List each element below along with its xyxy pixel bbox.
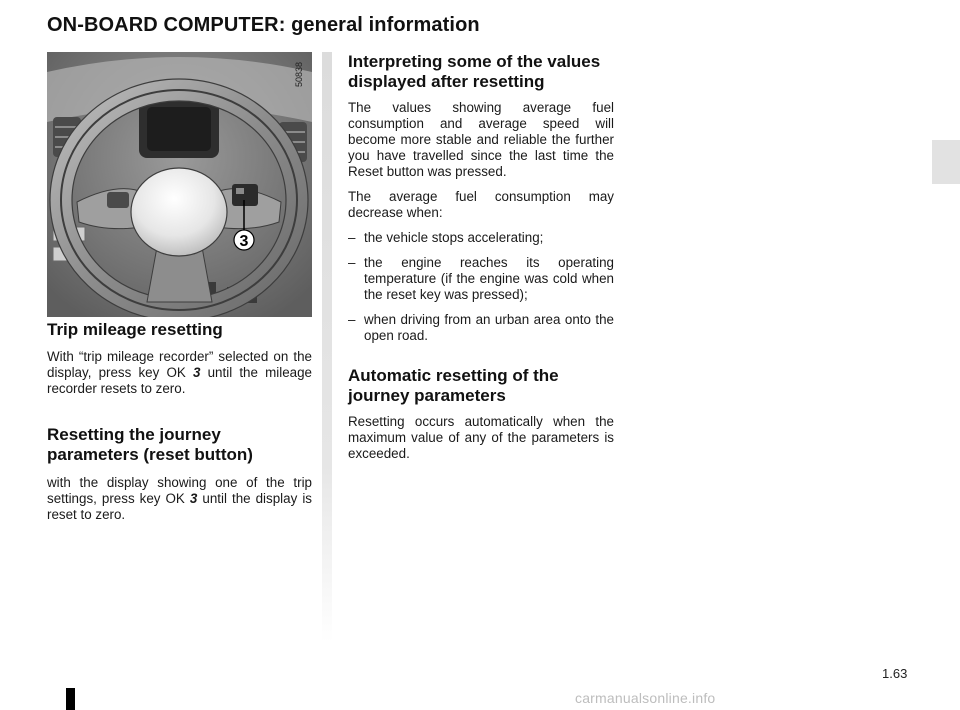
body-text: until the mileage recorder resets to zero.: [47, 365, 312, 396]
body-text: until the display is reset to zero.: [47, 491, 312, 522]
section-body-reset-button: [47, 475, 312, 523]
decrease-conditions-list: [348, 230, 614, 344]
page-title: ON-BOARD COMPUTER: general information: [47, 14, 480, 36]
watermark-text: carmanualsonline.info: [575, 690, 716, 706]
callout-label-3: 3: [239, 233, 249, 250]
section-heading-interpreting: Interpreting some of the values displayed after resetting: [348, 52, 601, 91]
body-text: With “trip mileage recorder” selected on the display, press key OK: [47, 349, 312, 380]
list-item: [348, 255, 614, 303]
key-reference: 3: [189, 491, 198, 506]
corner-crop-mark: [66, 688, 75, 710]
paragraph-average-values: The values showing average fuel consumption and average speed will become more stable and reliable the further you have travelled since the last time the Reset button was pressed.: [348, 100, 614, 179]
figure-reference-code: 50838: [294, 61, 304, 87]
body-text: with the display showing one of the trip settings, press key OK: [47, 475, 312, 506]
list-dash: –: [348, 255, 356, 270]
list-item-text: the engine reaches its operating temperature (if the engine was cold when the reset key was pressed);: [364, 255, 614, 302]
list-dash: –: [348, 230, 356, 245]
paragraph-automatic-reset: Resetting occurs automatically when the maximum value of any of the parameters is exceeded.: [348, 414, 614, 461]
list-item: [348, 230, 614, 246]
left-column: [47, 320, 312, 523]
steering-wheel-illustration: [47, 52, 312, 317]
section-heading-trip-mileage: Trip mileage resetting: [47, 320, 223, 339]
paragraph-fuel-decrease: The average fuel consumption may decrease when:: [348, 189, 614, 220]
column-divider: [322, 52, 332, 642]
list-item-text: the vehicle stops accelerating;: [364, 230, 544, 245]
steering-wheel-drawing: [47, 52, 312, 317]
section-heading-automatic-reset: Automatic resetting of the journey parameters: [348, 366, 559, 405]
list-item-text: when driving from an urban area onto the open road.: [364, 312, 614, 343]
list-dash: –: [348, 312, 356, 327]
right-column: [348, 52, 614, 462]
page-number: 1.63: [882, 666, 908, 681]
chapter-side-tab: [932, 140, 960, 184]
section-body-trip-mileage: [47, 349, 312, 397]
section-heading-reset-button: Resetting the journey parameters (reset button): [47, 425, 253, 464]
key-reference: 3: [192, 365, 201, 380]
list-item: [348, 312, 614, 344]
